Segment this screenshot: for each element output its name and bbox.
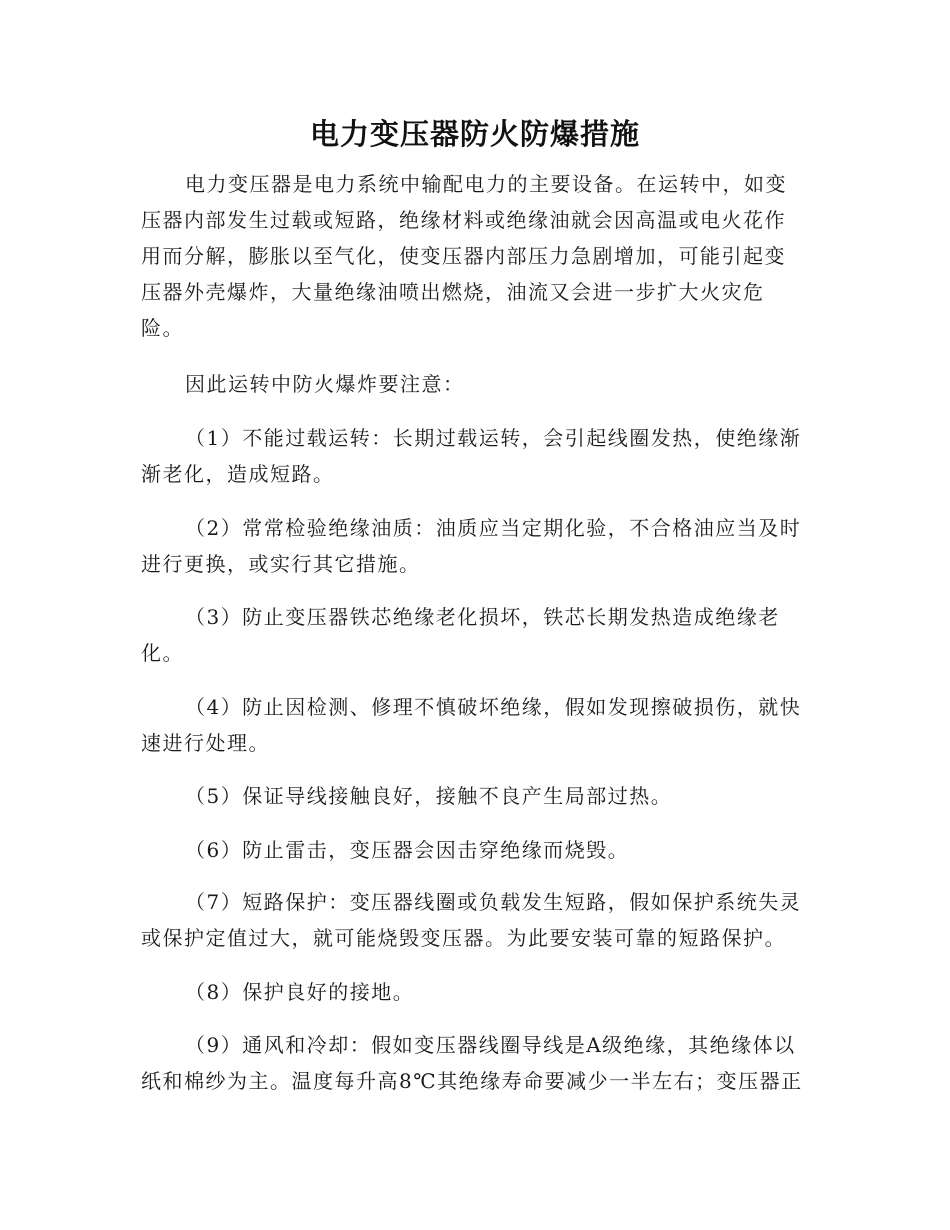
intro-paragraph: 电力变压器是电力系统中输配电力的主要设备。在运转中，如变 压器内部发生过载或短路，绝缘材料或绝缘油就会因高温或电火花作 用而分解，膨胀以至气化，使变压器内部压力急剧增加，可能引起变 压器外壳爆炸，大量绝缘油喷出燃烧，油流又会进一步扩大火灾危 险。 bbox=[141, 172, 787, 340]
item-paragraph-4: （4）防止因检测、修理不慎破坏绝缘，假如发现擦破损伤，就快 速进行处理。 bbox=[141, 695, 802, 755]
item-paragraph-7: （7）短路保护：变压器线圈或负载发生短路，假如保护系统失灵 或保护定值过大，就可能烧毁变压器。为此要安装可靠的短路保护。 bbox=[141, 890, 802, 950]
item-paragraph-6: （6）防止雷击，变压器会因击穿绝缘而烧毁。 bbox=[185, 838, 630, 862]
lead-paragraph: 因此运转中防火爆炸要注意： bbox=[185, 372, 465, 396]
item-paragraph-1: （1）不能过载运转：长期过载运转，会引起线圈发热，使绝缘渐 渐老化，造成短路。 bbox=[141, 426, 802, 486]
item-paragraph-5: （5）保证导线接触良好，接触不良产生局部过热。 bbox=[185, 784, 673, 808]
item-paragraph-8: （8）保护良好的接地。 bbox=[185, 980, 415, 1004]
item-paragraph-2: （2）常常检验绝缘油质：油质应当定期化验，不合格油应当及时 进行更换，或实行其它措施。 bbox=[141, 516, 802, 576]
document-title: 电力变压器防火防爆措施 bbox=[309, 117, 640, 151]
item-paragraph-3: （3）防止变压器铁芯绝缘老化损坏，铁芯长期发热造成绝缘老 化。 bbox=[141, 605, 780, 665]
item-paragraph-9: （9）通风和冷却：假如变压器线圈导线是A级绝缘，其绝缘体以 纸和棉纱为主。温度每升高8℃其绝缘寿命要减少一半左右；变压器正 bbox=[141, 1033, 803, 1093]
